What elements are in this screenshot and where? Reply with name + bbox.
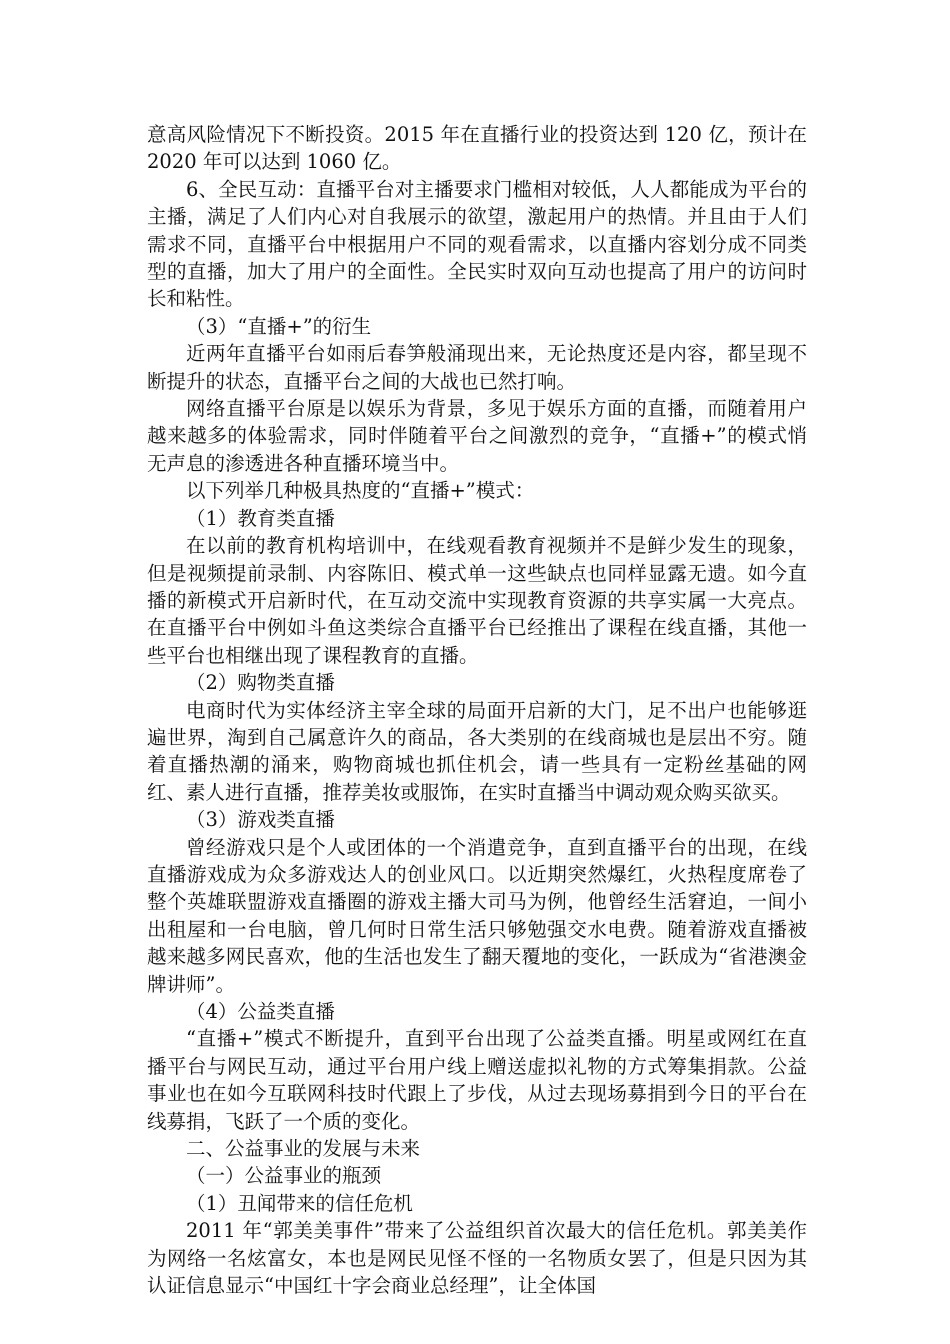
paragraph-shopping-live: 电商时代为实体经济主宰全球的局面开启新的大门，足不出户也能够逛遍世界，淘到自己属意许久的商品，各大类别的在线商城也是层出不穷。随着直播热潮的涌来，购物商城也抓住机会，请一些具有一定粉丝基础的网红、素人进行直播，推荐美妆或服饰，在实时直播当中调动观众购买欲买。 [147,698,807,804]
paragraph-entertainment-background: 网络直播平台原是以娱乐为背景，多见于娱乐方面的直播，而随着用户越来越多的体验需求，同时伴随着平台之间激烈的竞争，“直播+”的模式悄无声息的渗透进各种直播环境当中。 [147,397,807,475]
paragraph-list-intro: 以下列举几种极具热度的“直播+”模式： [186,479,535,503]
heading-gaming-live: （3）游戏类直播 [186,808,335,832]
paragraph-gaming-live: 曾经游戏只是个人或团体的一个消遣竞争，直到直播平台的出现，在线直播游戏成为众多游戏达人的创业风口。以近期突然爆红，火热程度席卷了整个英雄联盟游戏直播圈的游戏主播大司马为例，他曾经生活窘迫，一间小出租屋和一台电脑，曾几何时日常生活只够勉强交水电费。随着游戏直播被越来越多网民喜欢，他的生活也发生了翻天覆地的变化，一跃成为“省港澳金牌讲师”。 [147,835,807,996]
heading-charity-live: （4）公益类直播 [186,1000,335,1023]
document-body [147,121,807,1299]
paragraph-education-live: 在以前的教育机构培训中，在线观看教育视频并不是鲜少发生的现象，但是视频提前录制、内容陈旧、模式单一这些缺点也同样显露无遗。如今直播的新模式开启新时代，在互动交流中实现教育资源的共享实属一大亮点。在直播平台中例如斗鱼这类综合直播平台已经推出了课程在线直播，其他一些平台也相继出现了课程教育的直播。 [147,534,807,667]
heading-shopping-live: （2）购物类直播 [186,671,335,695]
paragraph-charity-live: “直播+”模式不断提升，直到平台出现了公益类直播。明星或网红在直播平台与网民互动，通过平台用户线上赠送虚拟礼物的方式筹集捐款。公益事业也在如今互联网科技时代跟上了步伐，从过去现场募捐到今日的平台在线募捐，飞跃了一个质的变化。 [147,1027,807,1133]
paragraph-investment-continued: 意高风险情况下不断投资。2015 年在直播行业的投资达到 120 亿，预计在 2020 年可以达到 1060 亿。 [147,123,807,174]
heading-live-plus-derivatives: （3）“直播+”的衍生 [186,314,372,338]
heading-trust-crisis: （1）丑闻带来的信任危机 [186,1191,413,1215]
paragraph-platform-growth: 近两年直播平台如雨后春笋般涌现出来，无论热度还是内容，都呈现不断提升的状态，直播平台之间的大战也已然打响。 [147,342,807,393]
paragraph-guo-meimei-incident: 2011 年“郭美美事件”带来了公益组织首次最大的信任危机。郭美美作为网络一名炫富女，本也是网民见怪不怪的一名物质女罢了，但是只因为其认证信息显示“中国红十字会商业总经理”，让全体国 [147,1219,807,1298]
paragraph-universal-interaction: 6、全民互动：直播平台对主播要求门槛相对较低，人人都能成为平台的主播，满足了人们内心对自我展示的欲望，激起用户的热情。并且由于人们需求不同，直播平台中根据用户不同的观看需求，以直播内容划分成不同类型的直播，加大了用户的全面性。全民实时双向互动也提高了用户的访问时长和粘性。 [147,177,807,311]
heading-charity-development: 二、公益事业的发展与未来 [186,1137,421,1161]
heading-charity-bottleneck: （一）公益事业的瓶颈 [186,1164,382,1188]
heading-education-live: （1）教育类直播 [186,506,335,530]
